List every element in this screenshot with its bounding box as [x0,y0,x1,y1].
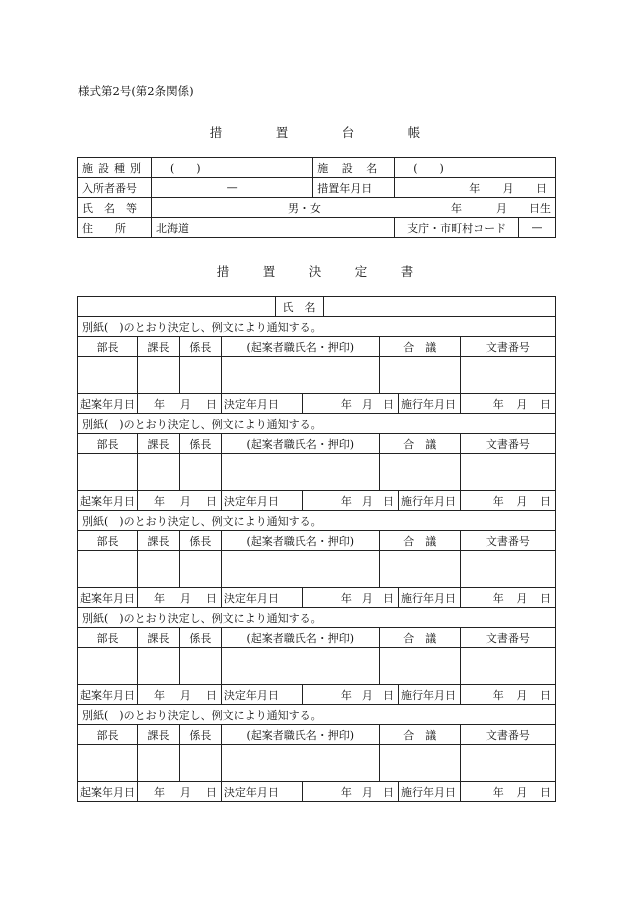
seal-bucho[interactable] [78,745,138,782]
effective-date-value[interactable]: 年 月 日 [460,491,555,511]
header-consultation: 合 議 [379,434,460,454]
facility-name-value[interactable]: ( ) [395,158,556,178]
draft-date-value[interactable]: 年 月 日 [138,588,222,608]
facility-type-label: 施設種別 [78,158,152,178]
header-drafter: (起案者職氏名・押印) [221,725,379,745]
draft-date-value[interactable]: 年 月 日 [138,685,222,705]
decision-block [77,316,556,414]
decision-date-label: 決定年月日 [221,491,302,511]
seal-drafter[interactable] [221,648,379,685]
seal-kakaricho[interactable] [179,745,221,782]
decision-date-value[interactable]: 年 月 日 [302,685,398,705]
seal-kakaricho[interactable] [179,648,221,685]
decision-sentence: 別紙( )のとおり決定し、例文により通知する。 [78,414,556,434]
decision-title-char: 決 [308,264,322,279]
header-bucho: 部長 [78,628,138,648]
resident-no-label: 入所者番号 [78,178,152,198]
header-bucho: 部長 [78,531,138,551]
effective-date-label: 施行年月日 [399,588,461,608]
seal-kakaricho[interactable] [179,357,221,394]
code-label: 支庁・市町村コード [395,218,519,238]
seal-kacho[interactable] [138,357,180,394]
header-kakaricho: 係長 [179,628,221,648]
seal-kakaricho[interactable] [179,454,221,491]
header-doc-number: 文書番号 [460,628,555,648]
doc-number-field[interactable] [460,454,555,491]
decision-block [77,607,556,705]
decision-date-value[interactable]: 年 月 日 [302,588,398,608]
decision-title [0,262,630,280]
effective-date-value[interactable]: 年 月 日 [460,394,555,414]
effective-date-value[interactable]: 年 月 日 [460,782,555,802]
seal-kakaricho[interactable] [179,551,221,588]
name-label: 氏 名 等 [78,198,152,218]
effective-date-label: 施行年月日 [399,685,461,705]
doc-number-field[interactable] [460,551,555,588]
header-consultation: 合 議 [379,628,460,648]
header-drafter: (起案者職氏名・押印) [221,434,379,454]
facility-name-label: 施 設 名 [313,158,395,178]
seal-drafter[interactable] [221,454,379,491]
seal-consultation[interactable] [379,357,460,394]
decision-block [77,704,556,802]
effective-date-label: 施行年月日 [399,782,461,802]
decision-title-char: 定 [354,264,368,279]
effective-date-value[interactable]: 年 月 日 [460,588,555,608]
header-doc-number: 文書番号 [460,337,555,357]
measure-date-label: 措置年月日 [313,178,395,198]
seal-bucho[interactable] [78,454,138,491]
header-bucho: 部長 [78,434,138,454]
header-kacho: 課長 [138,434,180,454]
doc-number-field[interactable] [460,745,555,782]
ledger-title-char: 措 [209,125,223,140]
name-row-value[interactable] [151,198,555,218]
draft-date-label: 起案年月日 [78,394,138,414]
draft-date-value[interactable]: 年 月 日 [138,782,222,802]
seal-kacho[interactable] [138,745,180,782]
header-kacho: 課長 [138,725,180,745]
effective-date-label: 施行年月日 [399,394,461,414]
header-drafter: (起案者職氏名・押印) [221,628,379,648]
header-kacho: 課長 [138,628,180,648]
seal-drafter[interactable] [221,551,379,588]
header-consultation: 合 議 [379,725,460,745]
decision-sentence: 別紙( )のとおり決定し、例文により通知する。 [78,705,556,725]
draft-date-label: 起案年月日 [78,588,138,608]
decision-sentence: 別紙( )のとおり決定し、例文により通知する。 [78,511,556,531]
doc-number-field[interactable] [460,357,555,394]
ledger-title [0,123,630,141]
header-kacho: 課長 [138,337,180,357]
address-value[interactable]: 北海道 [151,218,394,238]
decision-date-label: 決定年月日 [221,685,302,705]
decision-title-char: 書 [400,264,414,279]
decision-date-label: 決定年月日 [221,782,302,802]
header-kakaricho: 係長 [179,337,221,357]
decision-block [77,413,556,511]
header-doc-number: 文書番号 [460,434,555,454]
header-doc-number: 文書番号 [460,725,555,745]
decision-date-label: 決定年月日 [221,588,302,608]
header-drafter: (起案者職氏名・押印) [221,337,379,357]
effective-date-label: 施行年月日 [399,491,461,511]
seal-consultation[interactable] [379,648,460,685]
decision-date-value[interactable]: 年 月 日 [302,394,398,414]
ledger-table [77,157,556,238]
decision-title-char: 置 [262,264,276,279]
resident-no-value[interactable]: — [151,178,312,198]
decision-sentence: 別紙( )のとおり決定し、例文により通知する。 [78,608,556,628]
address-label: 住 所 [78,218,152,238]
header-consultation: 合 議 [379,337,460,357]
seal-consultation[interactable] [379,454,460,491]
seal-kacho[interactable] [138,551,180,588]
decision-date-value[interactable]: 年 月 日 [302,491,398,511]
draft-date-label: 起案年月日 [78,782,138,802]
birth-year: 年 [451,201,462,215]
header-kacho: 課長 [138,531,180,551]
ledger-title-char: 台 [341,125,355,140]
measure-date-value[interactable]: 年 月 日 [395,178,556,198]
decision-title-char: 措 [216,264,230,279]
header-kakaricho: 係長 [179,434,221,454]
header-bucho: 部長 [78,725,138,745]
draft-date-value[interactable]: 年 月 日 [138,394,222,414]
seal-bucho[interactable] [78,648,138,685]
seal-bucho[interactable] [78,551,138,588]
ledger-title-char: 帳 [407,125,421,140]
seal-drafter[interactable] [221,745,379,782]
effective-date-value[interactable]: 年 月 日 [460,685,555,705]
decision-block [77,510,556,608]
header-doc-number: 文書番号 [460,531,555,551]
decision-sentence: 別紙( )のとおり決定し、例文により通知する。 [78,317,556,337]
seal-bucho[interactable] [78,357,138,394]
form-label: 様式第2号(第2条関係) [78,84,194,98]
seal-consultation[interactable] [379,551,460,588]
decision-name-row [77,296,556,317]
sex-value: 男・女 [287,201,321,215]
facility-type-value[interactable]: ( ) [151,158,312,178]
decision-date-label: 決定年月日 [221,394,302,414]
birth-day: 日生 [529,201,551,215]
decision-name-label: 氏 名 [275,297,323,317]
seal-consultation[interactable] [379,745,460,782]
draft-date-label: 起案年月日 [78,491,138,511]
header-bucho: 部長 [78,337,138,357]
header-drafter: (起案者職氏名・押印) [221,531,379,551]
seal-kacho[interactable] [138,454,180,491]
header-kakaricho: 係長 [179,531,221,551]
seal-kacho[interactable] [138,648,180,685]
decision-name-value[interactable] [323,297,555,317]
header-consultation: 合 議 [379,531,460,551]
seal-drafter[interactable] [221,357,379,394]
doc-number-field[interactable] [460,648,555,685]
code-value[interactable]: — [519,218,556,238]
draft-date-label: 起案年月日 [78,685,138,705]
header-kakaricho: 係長 [179,725,221,745]
birth-month: 月 [496,201,507,215]
ledger-title-char: 置 [275,125,289,140]
draft-date-value[interactable]: 年 月 日 [138,491,222,511]
decision-date-value[interactable]: 年 月 日 [302,782,398,802]
